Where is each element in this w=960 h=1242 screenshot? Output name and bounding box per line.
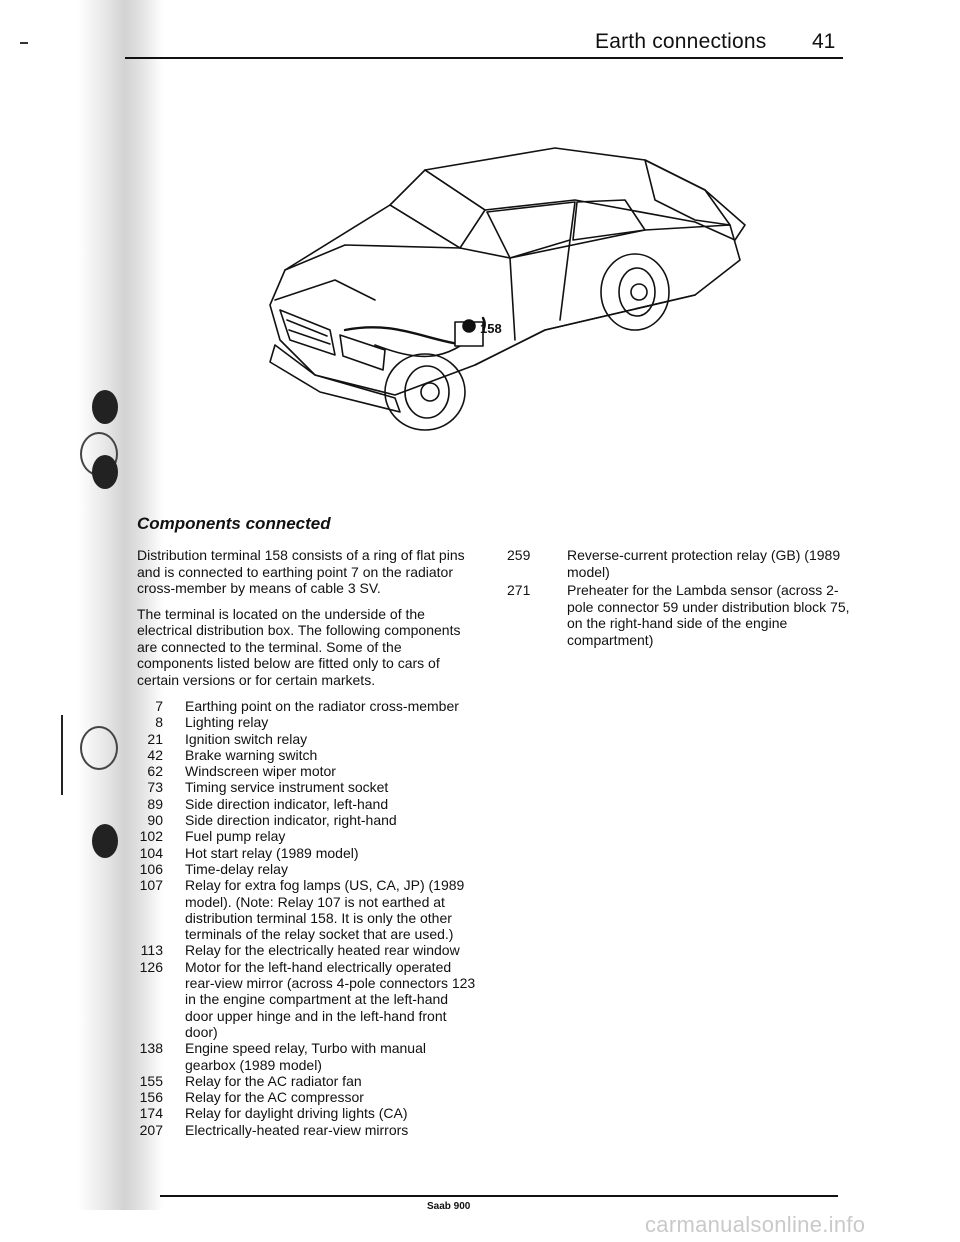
list-item [127, 779, 479, 795]
item-description: Fuel pump relay [185, 828, 286, 845]
header-rule [125, 57, 843, 59]
item-number: 156 [139, 1089, 163, 1106]
binder-hole-ring [80, 726, 118, 770]
list-item [127, 828, 479, 844]
item-description: Time-delay relay [185, 860, 288, 877]
section-heading: Components connected [137, 514, 331, 533]
list-item [127, 1122, 479, 1138]
item-description: Earthing point on the radiator cross-member [185, 698, 459, 714]
item-description: Lighting relay [185, 714, 269, 731]
page-number: 41 [812, 30, 836, 53]
item-description: Ignition switch relay [185, 730, 308, 747]
watermark: carmanualsonline.info [645, 1212, 866, 1237]
item-description: Side direction indicator, right-hand [185, 812, 397, 829]
component-list-continued [507, 547, 852, 650]
item-number: 90 [147, 812, 163, 829]
margin-line [61, 715, 63, 795]
item-number: 271 [507, 582, 531, 598]
intro-text [137, 547, 477, 697]
car-illustration [225, 130, 765, 450]
scan-mark [20, 42, 28, 44]
list-item [127, 1105, 479, 1121]
item-description: Timing service instrument socket [185, 779, 389, 796]
item-description: Reverse-current protection relay (GB) (1989 model) [567, 547, 841, 580]
item-number: 7 [155, 698, 163, 714]
footer-title: Saab 900 [427, 1201, 471, 1212]
item-number: 42 [147, 746, 163, 763]
list-item [127, 959, 479, 1040]
list-item [127, 861, 479, 877]
list-item [127, 1040, 479, 1073]
item-number: 107 [139, 877, 163, 894]
binder-hole [92, 824, 118, 858]
list-item [127, 698, 479, 714]
item-description: Hot start relay (1989 model) [185, 844, 359, 861]
item-number: 138 [139, 1040, 163, 1057]
list-item [127, 763, 479, 779]
list-item [127, 714, 479, 730]
binder-hole [92, 390, 118, 424]
list-item [507, 582, 852, 648]
list-item [127, 796, 479, 812]
item-description: Relay for extra fog lamps (US, CA, JP) (1989 model). (Note: Relay 107 is not earthed at distribution terminal 158. It is only the other terminals of the relay socket that are used.) [185, 877, 465, 943]
item-number: 89 [147, 795, 163, 812]
item-description: Windscreen wiper motor [185, 763, 336, 780]
item-description: Preheater for the Lambda sensor (across 2-pole connector 59 under distribution block 75, on the right-hand side of the engine compartment) [567, 582, 850, 648]
component-list [127, 698, 479, 1138]
item-number: 259 [507, 547, 531, 563]
footer-rule [160, 1195, 838, 1197]
item-number: 155 [139, 1072, 163, 1089]
list-item [507, 547, 852, 580]
item-number: 106 [139, 860, 163, 877]
item-description: Motor for the left-hand electrically operated rear-view mirror (across 4-pole connectors 123 in the engine compartment at the left-hand door upper hinge and in the left-hand front door) [185, 958, 476, 1040]
terminal-callout-label: 158 [480, 321, 502, 336]
list-item [127, 942, 479, 958]
list-item [127, 845, 479, 861]
item-number: 207 [139, 1121, 163, 1138]
item-number: 174 [139, 1105, 163, 1122]
item-number: 21 [147, 730, 163, 747]
item-number: 62 [147, 763, 163, 780]
item-description: Engine speed relay, Turbo with manual gearbox (1989 model) [185, 1040, 426, 1073]
item-number: 113 [140, 942, 163, 959]
binder-hole [92, 455, 118, 489]
item-description: Side direction indicator, left-hand [185, 795, 389, 812]
page-header-title: Earth connections [595, 30, 767, 53]
item-number: 73 [147, 779, 163, 796]
list-item [127, 812, 479, 828]
list-item [127, 747, 479, 763]
item-description: Relay for the electrically heated rear window [185, 942, 460, 959]
item-description: Relay for the AC compressor [185, 1089, 364, 1106]
item-number: 104 [139, 844, 163, 861]
item-number: 8 [155, 714, 163, 731]
list-item [127, 1089, 479, 1105]
intro-paragraph-2: The terminal is located on the underside of the electrical distribution box. The following components are connected to the terminal. Some of the components listed below are fitted only to cars of certain versions or for certain markets. [137, 605, 461, 688]
item-description: Relay for the AC radiator fan [185, 1072, 362, 1089]
item-number: 126 [139, 958, 163, 975]
list-item [127, 877, 479, 942]
intro-paragraph-1: Distribution terminal 158 consists of a ring of flat pins and is connected to earthing point 7 on the radiator cross-member by means of cable 3 SV. [137, 547, 465, 596]
list-item [127, 731, 479, 747]
item-description: Electrically-heated rear-view mirrors [185, 1121, 409, 1138]
item-description: Brake warning switch [185, 746, 318, 763]
item-description: Relay for daylight driving lights (CA) [185, 1105, 408, 1122]
item-number: 102 [139, 828, 163, 845]
list-item [127, 1073, 479, 1089]
